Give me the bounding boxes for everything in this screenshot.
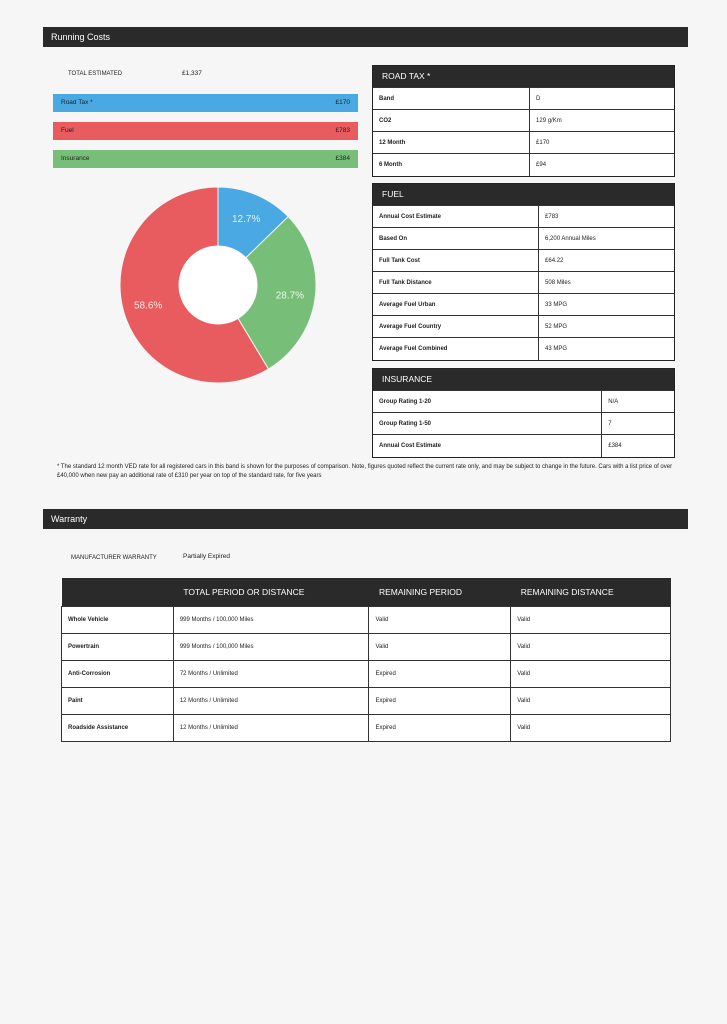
table-cell: Expired (369, 660, 511, 687)
row-label: Full Tank Cost (373, 250, 539, 272)
row-label: Average Fuel Combined (373, 338, 539, 360)
road-tax-table (373, 87, 674, 176)
row-value: 33 MPG (539, 294, 674, 316)
road-tax-panel-title: ROAD TAX * (373, 66, 674, 87)
table-cell: 999 Months / 100,000 Miles (173, 606, 369, 633)
table-cell: Valid (511, 633, 671, 660)
table-row (373, 250, 674, 272)
fuel-table (373, 205, 674, 360)
row-value: £170 (530, 132, 674, 154)
insurance-panel-title: INSURANCE (373, 369, 674, 390)
row-value: 7 (602, 413, 674, 435)
table-row (373, 88, 674, 110)
row-label: Annual Cost Estimate (373, 435, 602, 457)
row-value: D (530, 88, 674, 110)
row-value: 508 Miles (539, 272, 674, 294)
insurance-bar (53, 150, 358, 168)
table-cell: Valid (511, 714, 671, 741)
warranty-header: Warranty (43, 509, 688, 529)
row-value: 6,200 Annual Miles (539, 228, 674, 250)
table-row (373, 391, 674, 413)
column-header: TOTAL PERIOD OR DISTANCE (173, 578, 369, 606)
table-cell: Expired (369, 714, 511, 741)
table-cell: 999 Months / 100,000 Miles (173, 633, 369, 660)
row-value: N/A (602, 391, 674, 413)
table-cell: Expired (369, 687, 511, 714)
table-cell: 12 Months / Unlimited (173, 714, 369, 741)
running-costs-header: Running Costs (43, 27, 688, 47)
table-cell: Valid (511, 660, 671, 687)
column-header: REMAINING PERIOD (369, 578, 511, 606)
fuel-panel (372, 183, 675, 361)
row-label: Group Rating 1-50 (373, 413, 602, 435)
table-row (62, 633, 671, 660)
donut-slice-label: 28.7% (275, 290, 305, 302)
row-label: Paint (62, 687, 174, 714)
insurance-panel (372, 368, 675, 458)
row-label: Average Fuel Country (373, 316, 539, 338)
table-row (373, 435, 674, 457)
donut-hole (179, 246, 257, 324)
bar-label: Insurance (61, 155, 90, 162)
road-tax-bar (53, 94, 358, 112)
table-row (373, 294, 674, 316)
row-value: £783 (539, 206, 674, 228)
table-cell: Valid (369, 633, 511, 660)
bar-value: £384 (335, 155, 350, 162)
row-label: Roadside Assistance (62, 714, 174, 741)
row-label: Anti-Corrosion (62, 660, 174, 687)
row-value: 52 MPG (539, 316, 674, 338)
table-row (62, 687, 671, 714)
table-header-row (62, 578, 671, 606)
table-row (373, 154, 674, 176)
table-row (62, 606, 671, 633)
road-tax-footnote: * The standard 12 month VED rate for all registered cars in this band is shown for the purposes of comparison. Note, figures quoted reflect the current rate only, and may be subject to change in the future. Cars with a list price of over £40,000 when new pay an additional rate of £310 per year on top of the standard rate, for five years (57, 464, 673, 479)
row-label: CO2 (373, 110, 530, 132)
row-label: 6 Month (373, 154, 530, 176)
table-row (373, 228, 674, 250)
insurance-table (373, 390, 674, 457)
table-cell: Valid (511, 687, 671, 714)
running-costs-donut-chart (118, 185, 318, 385)
row-value: £384 (602, 435, 674, 457)
table-row (373, 338, 674, 360)
table-row (62, 660, 671, 687)
table-row (373, 316, 674, 338)
donut-slice-label: 58.6% (133, 300, 163, 312)
row-label: Annual Cost Estimate (373, 206, 539, 228)
row-label: 12 Month (373, 132, 530, 154)
table-cell: Valid (511, 606, 671, 633)
row-label: Group Rating 1-20 (373, 391, 602, 413)
table-cell: Valid (369, 606, 511, 633)
bar-value: £170 (335, 99, 350, 106)
row-label: Powertrain (62, 633, 174, 660)
row-label: Band (373, 88, 530, 110)
fuel-bar (53, 122, 358, 140)
table-cell: 72 Months / Unlimited (173, 660, 369, 687)
table-cell: 12 Months / Unlimited (173, 687, 369, 714)
row-label: Whole Vehicle (62, 606, 174, 633)
donut-slice-label: 12.7% (231, 214, 261, 226)
row-value: £94 (530, 154, 674, 176)
manufacturer-warranty-value: Partially Expired (183, 553, 230, 560)
bar-label: Fuel (61, 127, 74, 134)
manufacturer-warranty-label: MANUFACTURER WARRANTY (71, 555, 157, 561)
total-estimated-value: £1,337 (182, 70, 202, 77)
row-label: Based On (373, 228, 539, 250)
total-estimated-label: TOTAL ESTIMATED (68, 71, 123, 77)
bar-value: £783 (335, 127, 350, 134)
table-row (373, 110, 674, 132)
road-tax-panel (372, 65, 675, 177)
row-value: £64.22 (539, 250, 674, 272)
table-row (62, 714, 671, 741)
bar-label: Road Tax * (61, 99, 93, 106)
column-header (62, 578, 174, 606)
table-row (373, 206, 674, 228)
row-value: 43 MPG (539, 338, 674, 360)
row-value: 129 g/Km (530, 110, 674, 132)
warranty-table (61, 578, 671, 742)
column-header: REMAINING DISTANCE (511, 578, 671, 606)
table-row (373, 413, 674, 435)
table-row (373, 132, 674, 154)
row-label: Average Fuel Urban (373, 294, 539, 316)
fuel-panel-title: FUEL (373, 184, 674, 205)
table-row (373, 272, 674, 294)
row-label: Full Tank Distance (373, 272, 539, 294)
